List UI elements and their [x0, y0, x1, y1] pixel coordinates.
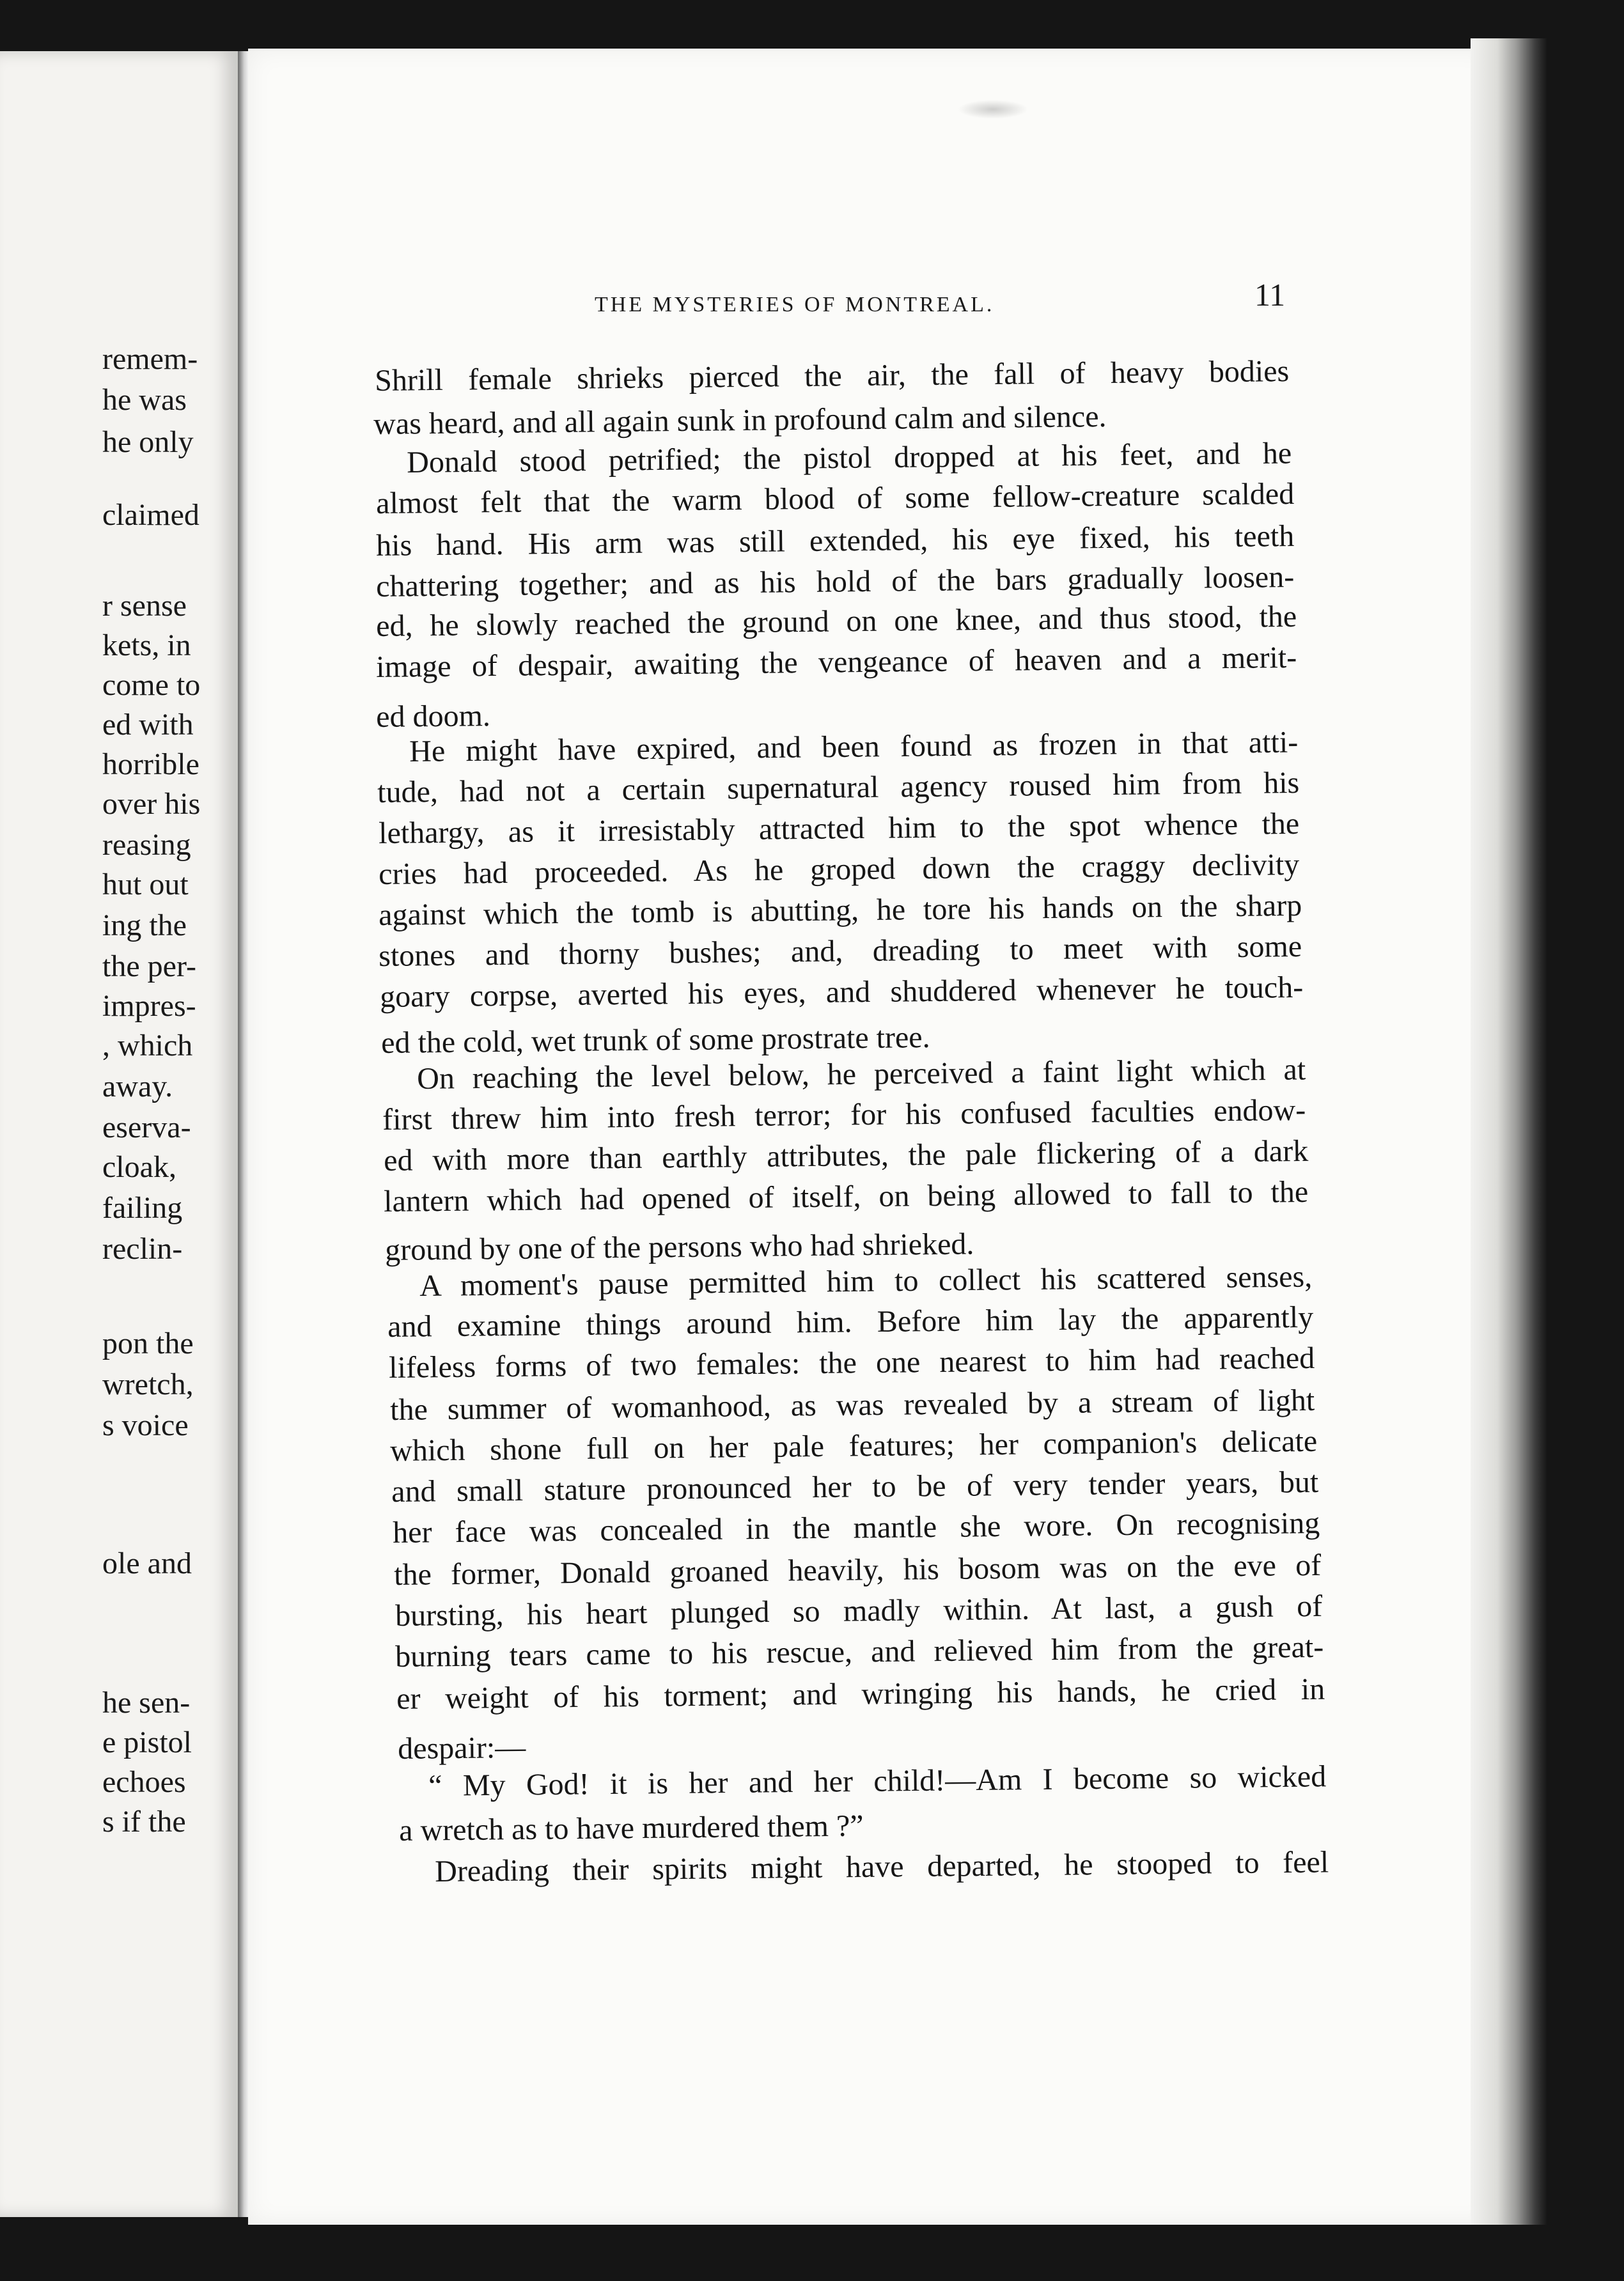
left-page-line: pon the [102, 1327, 194, 1360]
body-line: his hand. His arm was still extended, his eye fixed, his teeth [375, 518, 1295, 563]
left-page-line: ed with [102, 708, 194, 742]
running-head: THE MYSTERIES OF MONTREAL. [595, 293, 995, 316]
left-page-line: remem- [102, 342, 198, 376]
ink-smudge [958, 100, 1028, 119]
body-line: a wretch as to have murdered them ?” [398, 1809, 864, 1848]
body-line: stones and thorny bushes; and, dreading to meet with some [378, 929, 1302, 973]
body-line: chattering together; and as his hold of the bars gradually loosen- [375, 559, 1295, 603]
body-line: bursting, his heart plunged so madly within. At last, a gush of [394, 1589, 1323, 1633]
left-page-line: reclin- [102, 1232, 183, 1266]
body-line: image of despair, awaiting the vengeance of heaven and a merit- [375, 640, 1297, 684]
left-page-line: ole and [102, 1546, 192, 1580]
left-page-line: kets, in [102, 628, 191, 662]
page-edge-shadow [1471, 38, 1547, 2225]
body-line: Donald stood petrified; the pistol dropped at his feet, and he [406, 436, 1292, 479]
body-line: despair:— [397, 1730, 526, 1766]
left-page-line: hut out [102, 868, 189, 901]
body-line: lantern which had opened of itself, on being allowed to fall to the [383, 1174, 1309, 1218]
left-page-line: the per- [102, 949, 196, 983]
left-page-line: over his [102, 787, 201, 821]
body-line: ed, he slowly reached the ground on one knee, and thus stood, the [375, 599, 1297, 643]
left-page-line: eserva- [102, 1110, 191, 1144]
left-facing-page [0, 51, 240, 2217]
left-page-line: wretch, [102, 1367, 194, 1401]
body-line: “ My God! it is her and her child!—Am I become so wicked [428, 1759, 1327, 1803]
body-line: er weight of his torment; and wringing his hands, he cried in [396, 1672, 1325, 1716]
left-page-line: he only [102, 425, 194, 459]
body-line: On reaching the level below, he perceived a faint light which at [416, 1052, 1306, 1096]
body-line: her face was concealed in the mantle she wore. On recognising [392, 1506, 1320, 1550]
left-page-line: impres- [102, 989, 196, 1023]
page-number: 11 [1254, 277, 1286, 313]
left-page-line: come to [102, 668, 201, 702]
left-page-line: horrible [102, 747, 199, 781]
body-line: the former, Donald groaned heavily, his bosom was on the eve of [393, 1548, 1322, 1592]
left-page-line: cloak, [102, 1150, 176, 1184]
body-line: goary corpse, averted his eyes, and shuddered whenever he touch- [379, 970, 1304, 1014]
body-line: cries had proceeded. As he groped down the craggy declivity [378, 847, 1300, 891]
body-line: He might have expired, and been found as frozen in that atti- [409, 725, 1299, 768]
left-page-line: ing the [102, 908, 187, 942]
left-page-line: s if the [102, 1805, 186, 1839]
body-line: Dreading their spirits might have departed, he stooped to feel [434, 1845, 1329, 1888]
body-line: ground by one of the persons who had shrieked. [384, 1227, 974, 1267]
body-line: lifeless forms of two females: the one nearest to him had reached [388, 1341, 1315, 1385]
left-page-line: , which [102, 1029, 193, 1063]
left-page-line: reasing [102, 828, 191, 862]
body-line: and examine things around him. Before him lay the apparently [387, 1300, 1314, 1344]
book-gutter [238, 51, 248, 2217]
body-line: first threw him into fresh terror; for his confused faculties endow- [382, 1093, 1306, 1137]
left-page-line: echoes [102, 1765, 186, 1799]
body-line: Shrill female shrieks pierced the air, the fall of heavy bodies [374, 354, 1290, 398]
body-line: against which the tomb is abutting, he tore his hands on the sharp [378, 888, 1302, 932]
left-page-line: failing [102, 1191, 183, 1225]
left-page-line: claimed [102, 498, 199, 532]
left-page-line: he sen- [102, 1686, 191, 1720]
body-line: which shone full on her pale features; her companion's delicate [389, 1424, 1318, 1468]
body-line: was heard, and all again sunk in profound calm and silence. [373, 399, 1107, 441]
body-line: burning tears came to his rescue, and relieved him from the great- [394, 1630, 1324, 1674]
left-page-line: he was [102, 383, 187, 417]
body-line: ed doom. [375, 699, 491, 734]
left-page-line: away. [102, 1070, 173, 1103]
body-line: A moment's pause permitted him to collect his scattered senses, [419, 1259, 1313, 1303]
body-line: tude, had not a certain supernatural agency roused him from his [377, 765, 1300, 809]
body-line: lethargy, as it irresistably attracted him to the spot whence the [378, 806, 1300, 850]
body-line: ed the cold, wet trunk of some prostrate tree. [380, 1020, 930, 1060]
left-page-line: s voice [102, 1408, 189, 1442]
body-line: ed with more than earthly attributes, the pale flickering of a dark [383, 1133, 1309, 1178]
left-page-line: r sense [102, 589, 187, 623]
left-page-line: e pistol [102, 1725, 192, 1759]
body-line: the summer of womanhood, as was revealed by a stream of light [389, 1383, 1315, 1427]
body-line: and small stature pronounced her to be of very tender years, but [391, 1465, 1319, 1509]
body-line: almost felt that the warm blood of some fellow-creature scalded [375, 476, 1295, 520]
